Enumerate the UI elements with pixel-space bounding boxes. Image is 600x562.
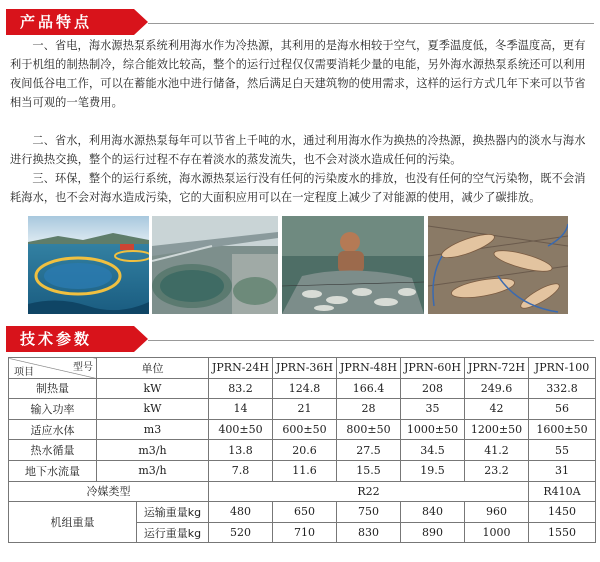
feature-paragraph-2: 二、省水，利用海水源热泵每年可以节省上千吨的水，通过利用海水作为换热的冷热源，换热器内的淡水与海水进行换热交换，整个的运行过程不存在着淡水的蒸发流失，也不会对淡水造成任何的污染。 bbox=[10, 134, 586, 166]
value-cell: 41.2 bbox=[465, 440, 529, 461]
value-cell: 31 bbox=[529, 460, 596, 481]
spec-table bbox=[8, 357, 596, 543]
prawns-photo bbox=[428, 216, 568, 314]
value-cell: 34.5 bbox=[401, 440, 465, 461]
refrigerant-last-value: R410A bbox=[529, 481, 596, 502]
row-label: 地下水流量 bbox=[9, 460, 97, 481]
value-cell: 7.8 bbox=[209, 460, 273, 481]
value-cell: 23.2 bbox=[465, 460, 529, 481]
row-unit: kW bbox=[97, 399, 209, 420]
value-cell: 800±50 bbox=[337, 419, 401, 440]
model-header: JPRN-72H bbox=[465, 358, 529, 379]
row-unit: kW bbox=[97, 378, 209, 399]
spec-header-row bbox=[9, 358, 596, 379]
row-unit: m3/h bbox=[97, 440, 209, 461]
refrigerant-common-value: R22 bbox=[209, 481, 529, 502]
table-row bbox=[9, 399, 596, 420]
fish-pond-facility-photo bbox=[152, 216, 278, 314]
value-cell: 1450 bbox=[529, 502, 596, 523]
features-title: 产品特点 bbox=[6, 9, 134, 35]
value-cell: 1000 bbox=[465, 522, 529, 543]
refrigerant-label: 冷媒类型 bbox=[9, 481, 209, 502]
value-cell: 21 bbox=[273, 399, 337, 420]
value-cell: 480 bbox=[209, 502, 273, 523]
model-header: JPRN-100 bbox=[529, 358, 596, 379]
value-cell: 650 bbox=[273, 502, 337, 523]
value-cell: 35 bbox=[401, 399, 465, 420]
value-cell: 14 bbox=[209, 399, 273, 420]
value-cell: 19.5 bbox=[401, 460, 465, 481]
value-cell: 960 bbox=[465, 502, 529, 523]
model-header: JPRN-48H bbox=[337, 358, 401, 379]
value-cell: 1000±50 bbox=[401, 419, 465, 440]
value-cell: 400±50 bbox=[209, 419, 273, 440]
value-cell: 42 bbox=[465, 399, 529, 420]
value-cell: 55 bbox=[529, 440, 596, 461]
value-cell: 56 bbox=[529, 399, 596, 420]
fisherman-harvest-photo bbox=[282, 216, 424, 314]
value-cell: 27.5 bbox=[337, 440, 401, 461]
value-cell: 124.8 bbox=[273, 378, 337, 399]
model-header: JPRN-24H bbox=[209, 358, 273, 379]
value-cell: 750 bbox=[337, 502, 401, 523]
value-cell: 600±50 bbox=[273, 419, 337, 440]
value-cell: 83.2 bbox=[209, 378, 273, 399]
feature-paragraph-3: 三、环保，整个的运行系统，海水源热泵运行没有任何的污染废水的排放，也没有任何的空气污染物，既不会消耗海水，也不会对海水造成污染，它的大面积应用可以在一定程度上减少了对能源的使用，减少了碳排放。 bbox=[10, 172, 586, 204]
table-row bbox=[9, 419, 596, 440]
table-row bbox=[9, 460, 596, 481]
row-label: 输入功率 bbox=[9, 399, 97, 420]
value-cell: 332.8 bbox=[529, 378, 596, 399]
value-cell: 1200±50 bbox=[465, 419, 529, 440]
sea-cage-farm-photo bbox=[28, 216, 149, 314]
value-cell: 840 bbox=[401, 502, 465, 523]
feature-paragraph-1: 一、省电，海水源热泵系统利用海水作为冷热源，其利用的是海水相较于空气，夏季温度低，冬季温度高，更有利于机组的制热制冷，综合能效比较高，整个的运行过程仅仅需要消耗少量的电能，另外海水源热泵系统还可以利用夜间低谷电工作，可以在蓄能水池中进行储备，然后满足白天建筑物的使用需求，这样的运行方式几年下来可以节省相当可观的一笔费用。 bbox=[10, 39, 586, 109]
specs-title: 技术参数 bbox=[6, 326, 134, 352]
specs-title-rule bbox=[148, 340, 594, 341]
table-row bbox=[9, 378, 596, 399]
value-cell: 830 bbox=[337, 522, 401, 543]
transport-weight-label: 运输重量kg bbox=[137, 502, 209, 523]
value-cell: 11.6 bbox=[273, 460, 337, 481]
value-cell: 1550 bbox=[529, 522, 596, 543]
model-header: JPRN-36H bbox=[273, 358, 337, 379]
item-label: 项目 bbox=[14, 366, 34, 378]
value-cell: 15.5 bbox=[337, 460, 401, 481]
value-cell: 890 bbox=[401, 522, 465, 543]
value-cell: 249.6 bbox=[465, 378, 529, 399]
value-cell: 208 bbox=[401, 378, 465, 399]
refrigerant-row bbox=[9, 481, 596, 502]
operation-weight-label: 运行重量kg bbox=[137, 522, 209, 543]
value-cell: 28 bbox=[337, 399, 401, 420]
row-unit: m3 bbox=[97, 419, 209, 440]
unit-weight-label: 机组重量 bbox=[9, 502, 137, 543]
type-item-header-cell bbox=[9, 358, 97, 379]
value-cell: 13.8 bbox=[209, 440, 273, 461]
value-cell: 20.6 bbox=[273, 440, 337, 461]
value-cell: 710 bbox=[273, 522, 337, 543]
table-row bbox=[9, 440, 596, 461]
row-unit: m3/h bbox=[97, 460, 209, 481]
model-header: JPRN-60H bbox=[401, 358, 465, 379]
row-label: 制热量 bbox=[9, 378, 97, 399]
transport-weight-row bbox=[9, 502, 596, 523]
row-label: 适应水体 bbox=[9, 419, 97, 440]
value-cell: 520 bbox=[209, 522, 273, 543]
value-cell: 1600±50 bbox=[529, 419, 596, 440]
type-label: 型号 bbox=[73, 362, 93, 373]
value-cell: 166.4 bbox=[337, 378, 401, 399]
row-label: 热水循量 bbox=[9, 440, 97, 461]
features-title-rule bbox=[148, 23, 594, 24]
unit-header: 单位 bbox=[97, 358, 209, 379]
